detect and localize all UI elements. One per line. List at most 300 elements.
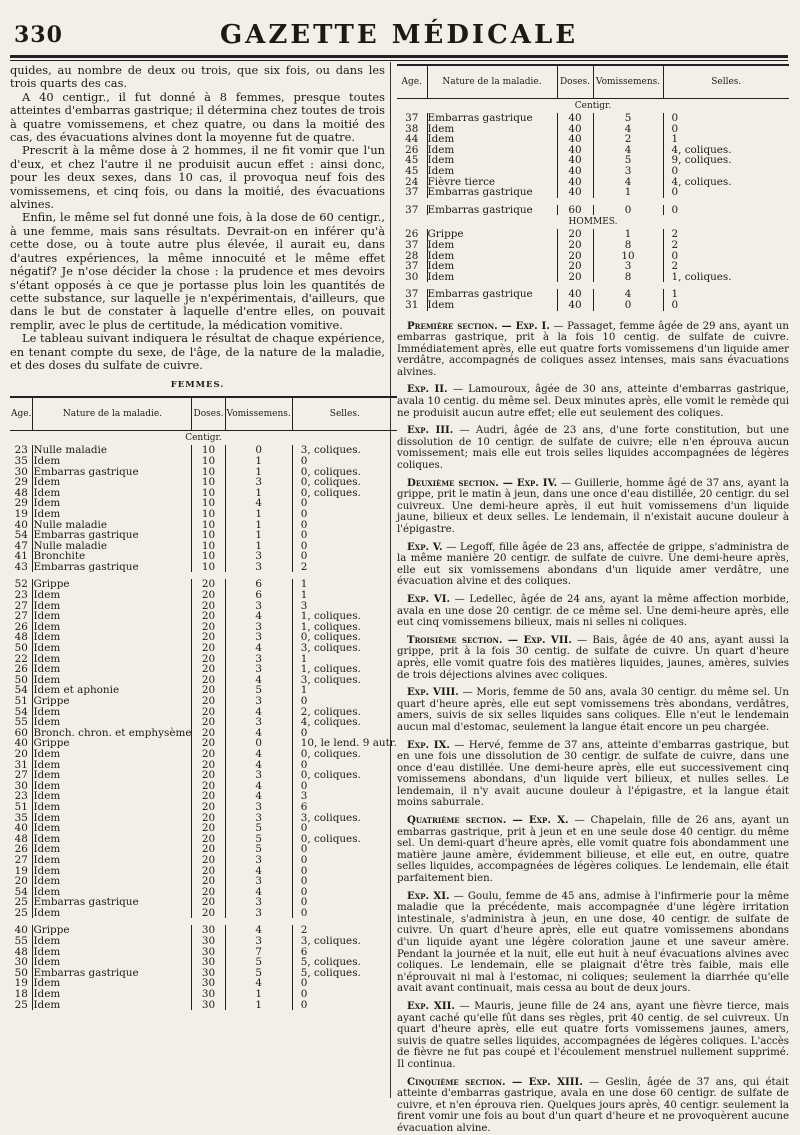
selles-cell: 1 [292, 685, 397, 696]
vomissemens-cell: 5 [593, 113, 663, 124]
experiment-paragraph [397, 594, 789, 629]
nature-cell: Idem [33, 664, 192, 675]
selles-cell: 0, coliques. [292, 488, 397, 499]
selles-cell: 0 [292, 823, 397, 834]
selles-cell: 3, coliques. [292, 936, 397, 947]
table-row [397, 166, 789, 177]
dose-cell: 20 [192, 887, 225, 898]
vomissemens-cell: 4 [225, 866, 292, 877]
selles-cell: 6 [292, 802, 397, 813]
nature-cell: Idem [33, 791, 192, 802]
experiment-heading: Troisième section. — Exp. VII. [407, 633, 572, 646]
age-cell: 50 [14, 966, 28, 979]
vomissemens-cell: 1 [225, 541, 292, 552]
vomissemens-cell: 3 [225, 562, 292, 573]
dose-cell: 20 [557, 240, 593, 251]
selles-cell: 0 [663, 166, 789, 177]
dose-cell: 30 [192, 978, 225, 989]
age-cell: 54 [14, 529, 28, 542]
vomissemens-cell: 1 [225, 456, 292, 467]
selles-cell: 0 [292, 897, 397, 908]
selles-cell: 0, coliques. [292, 467, 397, 478]
age-cell: 35 [14, 454, 28, 467]
nature-cell: Idem [427, 124, 557, 135]
nature-cell: Idem [33, 601, 192, 612]
nature-cell: Nulle maladie [33, 520, 192, 531]
selles-cell: 2 [292, 925, 397, 936]
vomissemens-cell: 5 [225, 823, 292, 834]
selles-cell: 0, coliques. [292, 749, 397, 760]
age-cell: 40 [14, 822, 28, 835]
selles-cell: 3, coliques. [292, 445, 397, 456]
experiment-heading: Deuxième section. — Exp. IV. [407, 476, 558, 489]
vomissemens-cell: 4 [225, 498, 292, 509]
dose-cell: 20 [192, 601, 225, 612]
unit-label: Centigr. [574, 100, 612, 111]
nature-cell: Embarras gastrique [427, 187, 557, 198]
dose-cell: 20 [192, 675, 225, 686]
selles-cell: 0 [292, 760, 397, 771]
paragraph: quides, au nombre de deux ou trois, que six fois, ou dans les trois quarts des cas. [10, 63, 385, 91]
selles-cell: 2 [663, 229, 789, 240]
col-header-age: Age. [397, 65, 427, 99]
selles-cell: 2 [663, 240, 789, 251]
vomissemens-cell: 3 [225, 717, 292, 728]
vomissemens-cell: 5 [593, 155, 663, 166]
vomissemens-cell: 2 [593, 134, 663, 145]
dose-cell: 10 [192, 530, 225, 541]
selles-cell: 0 [292, 498, 397, 509]
age-cell: 27 [14, 610, 28, 623]
age-cell: 50 [14, 673, 28, 686]
col-header-vomissemens: Vomissemens. [225, 397, 292, 431]
age-cell: 48 [14, 486, 28, 499]
experiment-text: — Passaget, femme âgée de 29 ans, ayant un embarras gastrique, prit à la fois 10 centig. de sulfate de cuivre. Immédiatement après, elle eut quatre forts vomissemens d'un liquide amer verdâtre, accompagnés de coliques assez intenses, mais sans évacuations alvines. [397, 320, 789, 378]
vomissemens-cell: 8 [593, 240, 663, 251]
age-cell: 40 [14, 924, 28, 937]
vomissemens-cell: 4 [225, 760, 292, 771]
dose-cell: 30 [192, 989, 225, 1000]
nature-cell: Idem [33, 456, 192, 467]
table-row [10, 802, 397, 813]
dose-cell: 20 [192, 654, 225, 665]
experiment-heading: Exp. XI. [407, 889, 450, 902]
selles-cell: 0, coliques. [292, 770, 397, 781]
dose-cell: 20 [192, 760, 225, 771]
col-header-doses: Doses. [557, 65, 593, 99]
selles-cell: 0 [292, 887, 397, 898]
table-row [10, 908, 397, 919]
age-cell: 48 [14, 832, 28, 845]
nature-cell: Embarras gastrique [427, 205, 557, 216]
age-cell: 55 [14, 716, 28, 729]
nature-cell: Embarras gastrique [33, 968, 192, 979]
experiment-paragraph [397, 1077, 789, 1135]
nature-cell: Idem [33, 855, 192, 866]
age-cell: 23 [14, 790, 28, 803]
experiment-paragraph [397, 425, 789, 471]
dose-cell: 20 [192, 770, 225, 781]
selles-cell: 3, coliques. [292, 643, 397, 654]
dose-cell: 10 [192, 477, 225, 488]
selles-cell: 1, coliques. [663, 272, 789, 283]
table-row [397, 187, 789, 198]
age-cell: 20 [14, 747, 28, 760]
vomissemens-cell: 4 [593, 177, 663, 188]
nature-cell: Idem [427, 240, 557, 251]
experiment-heading: Première section. — Exp. I. [407, 319, 550, 332]
dose-cell: 20 [557, 261, 593, 272]
age-cell: 30 [14, 465, 28, 478]
age-cell: 41 [14, 550, 28, 563]
nature-cell: Bronch. chron. et emphysème [33, 726, 192, 739]
dose-cell: 40 [557, 177, 593, 188]
nature-cell: Idem [33, 936, 192, 947]
dose-cell: 20 [192, 738, 225, 749]
vomissemens-cell: 3 [225, 664, 292, 675]
dose-cell: 10 [192, 456, 225, 467]
vomissemens-cell: 3 [225, 813, 292, 824]
dose-cell: 20 [192, 696, 225, 707]
table-row [397, 229, 789, 240]
age-cell: 19 [14, 507, 28, 520]
selles-cell: 4, coliques. [292, 717, 397, 728]
vomissemens-cell: 3 [225, 477, 292, 488]
selles-cell: 0 [292, 876, 397, 887]
experiment-text: — Bais, âgée de 40 ans, ayant aussi la grippe, prit à la fois 30 centig. de sulfate de cuivre. Un quart d'heure après, elle vomit quatre fois des matières liquides, jaunes, amères, suivies de trois déjections alvines avec coliques. [397, 634, 790, 681]
vomissemens-cell: 4 [225, 978, 292, 989]
vomissemens-cell: 0 [225, 445, 292, 456]
age-cell: 52 [14, 578, 28, 591]
nature-cell: Idem [33, 989, 192, 1000]
vomissemens-cell: 4 [593, 289, 663, 300]
vomissemens-cell: 3 [225, 654, 292, 665]
paragraph: Le tableau suivant indiquera le résultat de chaque expérience, en tenant compte du sexe, de l'âge, de la nature de la maladie, et des doses du sulfate de cuivre. [10, 331, 385, 372]
nature-cell: Idem [33, 866, 192, 877]
age-cell: 26 [405, 143, 419, 156]
age-cell: 20 [14, 875, 28, 888]
vomissemens-cell: 1 [225, 467, 292, 478]
dose-cell: 20 [557, 229, 593, 240]
selles-cell: 4, coliques. [663, 177, 789, 188]
dose-cell: 20 [192, 643, 225, 654]
dose-cell: 10 [192, 551, 225, 562]
dose-cell: 30 [192, 936, 225, 947]
age-cell: 45 [405, 164, 419, 177]
dose-cell: 40 [557, 124, 593, 135]
experiment-paragraph [397, 321, 789, 379]
experiment-text: — Audri, âgée de 23 ans, d'une forte constitution, but une dissolution de 10 centigr. de sulfate de cuivre; elle n'en éprouva aucun vomissement; mais elle eut trois selles liquides accompagnées de légères coliques. [397, 425, 789, 472]
experiment-heading: Exp. VIII. [407, 686, 459, 699]
age-cell: 27 [14, 853, 28, 866]
col-header-doses: Doses. [192, 397, 225, 431]
experiment-paragraph [397, 740, 789, 810]
selles-cell: 0 [292, 456, 397, 467]
nature-cell: Idem [33, 488, 192, 499]
age-cell: 31 [14, 758, 28, 771]
dose-cell: 30 [192, 957, 225, 968]
nature-cell: Idem [33, 1000, 192, 1011]
experiment-heading: Exp. II. [407, 383, 448, 396]
nature-cell: Idem [33, 590, 192, 601]
table-row [397, 289, 789, 300]
dose-cell: 20 [192, 802, 225, 813]
section-label-femmes: FEMMES. [170, 380, 225, 391]
selles-cell: 0 [663, 300, 789, 311]
nature-cell: Idem [33, 477, 192, 488]
selles-cell: 3, coliques. [292, 675, 397, 686]
age-cell: 29 [14, 476, 28, 489]
nature-cell: Idem [33, 957, 192, 968]
selles-cell: 0 [663, 187, 789, 198]
dose-cell: 20 [192, 749, 225, 760]
vomissemens-cell: 1 [225, 530, 292, 541]
nature-cell: Nulle maladie [33, 541, 192, 552]
vomissemens-cell: 5 [225, 968, 292, 979]
experiment-text: — Hervé, femme de 37 ans, atteinte d'embarras gastrique, but en une fois une dissolution de 30 centigr. de sulfate de cuivre, dans une once d'eau distillée. Une demi-heure après, elle eut successivement cinq vomissemens abondans, d'un liquide vert bilieux, et nulles selles. Le lendemain, il n'y avait aucune douleur à l'épigastre, et la langue était moins saburrale. [397, 739, 789, 809]
nature-cell: Idem et aphonie [33, 685, 192, 696]
dose-cell: 20 [192, 781, 225, 792]
selles-cell: 0 [292, 530, 397, 541]
dose-cell: 40 [557, 155, 593, 166]
dose-cell: 20 [192, 664, 225, 675]
nature-cell: Idem [33, 707, 192, 718]
experiment-heading: Exp. VI. [407, 592, 451, 605]
table-row [10, 855, 397, 866]
age-cell: 29 [14, 497, 28, 510]
selles-cell: 2 [663, 261, 789, 272]
age-cell: 19 [14, 977, 28, 990]
age-cell: 31 [405, 298, 419, 311]
nature-cell: Idem [33, 770, 192, 781]
age-cell: 45 [405, 154, 419, 167]
dose-cell: 40 [557, 187, 593, 198]
dose-cell: 10 [192, 467, 225, 478]
vomissemens-cell: 10 [593, 251, 663, 262]
nature-cell: Idem [427, 134, 557, 145]
vomissemens-cell: 1 [225, 509, 292, 520]
vomissemens-cell: 4 [225, 925, 292, 936]
header-rule-thin [10, 60, 788, 61]
vomissemens-cell: 4 [593, 124, 663, 135]
age-cell: 23 [14, 589, 28, 602]
vomissemens-cell: 3 [225, 622, 292, 633]
selles-cell: 0 [292, 1000, 397, 1011]
nature-cell: Embarras gastrique [427, 113, 557, 124]
age-cell: 28 [405, 249, 419, 262]
table-row [397, 300, 789, 311]
experiment-text: — Moris, femme de 50 ans, avala 30 centigr. du même sel. Un quart d'heure après, elle eut sept vomissemens très abondans, verdâtres, amers, suivis de six selles liquides sans coliques. Elle n'eut le lendemain aucun mal d'estomac, seulement la langue était encore un peu chargée. [397, 687, 789, 733]
age-cell: 26 [14, 663, 28, 676]
nature-cell: Idem [33, 760, 192, 771]
col-header-selles: Selles. [292, 397, 397, 431]
selles-cell: 0 [292, 844, 397, 855]
selles-cell: 1 [292, 579, 397, 590]
nature-cell: Grippe [427, 229, 557, 240]
table-row [10, 749, 397, 760]
experiment-paragraph [397, 635, 789, 681]
selles-cell: 0 [663, 113, 789, 124]
age-cell: 50 [14, 642, 28, 655]
age-cell: 37 [405, 288, 419, 301]
selles-cell: 0 [292, 978, 397, 989]
dose-cell: 20 [192, 622, 225, 633]
selles-cell: 0 [292, 696, 397, 707]
age-cell: 37 [405, 112, 419, 124]
experiment-heading: Exp. III. [407, 424, 454, 437]
age-cell: 30 [14, 779, 28, 792]
nature-cell: Idem [33, 876, 192, 887]
dose-cell: 40 [557, 134, 593, 145]
dose-cell: 30 [192, 947, 225, 958]
dose-cell: 20 [192, 834, 225, 845]
left-column [10, 63, 397, 1096]
age-cell: 37 [405, 186, 419, 199]
selles-cell: 0 [292, 989, 397, 1000]
table-row [397, 251, 789, 262]
experiment-paragraph [397, 687, 789, 733]
experiments-list [397, 321, 789, 1135]
selles-cell: 1, coliques. [292, 611, 397, 622]
age-cell: 38 [405, 122, 419, 135]
vomissemens-cell: 6 [225, 579, 292, 590]
table-row [397, 113, 789, 124]
nature-cell: Grippe [33, 925, 192, 936]
nature-cell: Idem [33, 908, 192, 919]
dose-cell: 40 [557, 113, 593, 124]
age-cell: 48 [14, 631, 28, 644]
age-cell: 30 [14, 956, 28, 969]
nature-cell: Idem [33, 844, 192, 855]
experiment-heading: Exp. IX. [407, 738, 450, 751]
dose-cell: 20 [192, 876, 225, 887]
table-row [397, 240, 789, 251]
age-cell: 54 [14, 705, 28, 718]
col-header-age: Age. [10, 397, 33, 431]
nature-cell: Embarras gastrique [33, 897, 192, 908]
age-cell: 24 [405, 175, 419, 188]
vomissemens-cell: 5 [225, 834, 292, 845]
age-cell: 23 [14, 444, 28, 457]
vomissemens-cell: 4 [225, 781, 292, 792]
vomissemens-cell: 3 [225, 908, 292, 919]
vomissemens-cell: 1 [225, 488, 292, 499]
selles-cell: 1, coliques. [292, 664, 397, 675]
col-header-nature: Nature de la maladie. [33, 397, 192, 431]
table-row [397, 205, 789, 216]
col-header-vomissemens: Vomissemens. [593, 65, 663, 99]
nature-cell: Embarras gastrique [427, 289, 557, 300]
vomissemens-cell: 4 [225, 728, 292, 739]
header-rule [10, 55, 788, 58]
nature-cell: Embarras gastrique [33, 562, 192, 573]
experiment-heading: Quatrième section. — Exp. X. [407, 814, 569, 827]
experiment-paragraph [397, 542, 789, 588]
vomissemens-cell: 3 [225, 601, 292, 612]
dose-cell: 10 [192, 541, 225, 552]
nature-cell: Grippe [33, 696, 192, 707]
dose-cell: 20 [192, 791, 225, 802]
vomissemens-cell: 4 [225, 887, 292, 898]
nature-cell: Idem [33, 781, 192, 792]
age-cell: 35 [14, 811, 28, 824]
age-cell: 26 [14, 843, 28, 856]
col-header-selles: Selles. [663, 65, 789, 99]
vomissemens-cell: 0 [593, 300, 663, 311]
nature-cell: Idem [33, 749, 192, 760]
dose-cell: 40 [557, 300, 593, 311]
section-label-hommes: HOMMES. [568, 217, 618, 228]
vomissemens-cell: 3 [593, 166, 663, 177]
age-cell: 25 [14, 896, 28, 909]
experiment-paragraph [397, 384, 789, 419]
dose-cell: 20 [192, 866, 225, 877]
experiment-text: — Geslin, âgée de 37 ans, qui était atteinte d'embarras gastrique, avala en une dose 60 centigr. de sulfate de cuivre, et n'en éprouva rien. Quelques jours après, 40 centigr. seulement la firent vomir une fois au bout d'un quart d'heure et ne provoquèrent aucune évacuation alvine. [397, 1076, 789, 1134]
nature-cell: Idem [427, 261, 557, 272]
selles-cell: 0, coliques. [292, 834, 397, 845]
selles-cell: 0 [663, 124, 789, 135]
selles-cell: 3 [292, 791, 397, 802]
vomissemens-cell: 3 [225, 936, 292, 947]
nature-cell: Idem [33, 823, 192, 834]
dose-cell: 30 [192, 925, 225, 936]
selles-cell: 0 [292, 866, 397, 877]
experiment-paragraph [397, 891, 789, 995]
vomissemens-cell: 3 [593, 261, 663, 272]
dose-cell: 20 [192, 685, 225, 696]
selles-cell: 5, coliques. [292, 957, 397, 968]
selles-cell: 0, coliques. [292, 632, 397, 643]
unit-label: Centigr. [185, 433, 222, 444]
dose-cell: 20 [192, 897, 225, 908]
experiment-paragraph [397, 815, 789, 885]
vomissemens-cell: 3 [225, 855, 292, 866]
age-cell: 18 [14, 988, 28, 1001]
nature-cell: Idem [33, 622, 192, 633]
selles-cell: 1 [292, 654, 397, 665]
selles-cell: 4, coliques. [663, 145, 789, 156]
dose-cell: 20 [557, 272, 593, 283]
experiment-heading: Exp. XII. [407, 999, 455, 1012]
selles-cell: 3 [292, 601, 397, 612]
vomissemens-cell: 7 [225, 947, 292, 958]
experiment-text: — Lamouroux, âgée de 30 ans, atteinte d'embarras gastrique, avala 10 centig. du même sel. Deux minutes après, elle vomit le remède qui ne produisit aucun autre effet; elle eut seulement des coliques. [397, 384, 790, 419]
nature-cell: Idem [33, 498, 192, 509]
dose-cell: 20 [192, 908, 225, 919]
age-cell: 40 [14, 518, 28, 531]
experiment-paragraph [397, 478, 789, 536]
age-cell: 40 [14, 737, 28, 750]
vomissemens-cell: 4 [225, 611, 292, 622]
dose-cell: 40 [557, 145, 593, 156]
selles-cell: 10, le lend. 9 autr. [292, 738, 397, 749]
vomissemens-cell: 3 [225, 696, 292, 707]
age-cell: 55 [14, 935, 28, 948]
age-cell: 22 [14, 652, 28, 665]
vomissemens-cell: 0 [593, 205, 663, 216]
vomissemens-cell: 1 [225, 1000, 292, 1011]
dose-cell: 20 [557, 251, 593, 262]
nature-cell: Idem [33, 834, 192, 845]
selles-cell: 6 [292, 947, 397, 958]
experiment-paragraph [397, 1001, 789, 1071]
age-cell: 19 [14, 864, 28, 877]
dose-cell: 20 [192, 632, 225, 643]
vomissemens-cell: 4 [225, 791, 292, 802]
nature-cell: Idem [33, 813, 192, 824]
vomissemens-cell: 3 [225, 770, 292, 781]
nature-cell: Idem [33, 632, 192, 643]
